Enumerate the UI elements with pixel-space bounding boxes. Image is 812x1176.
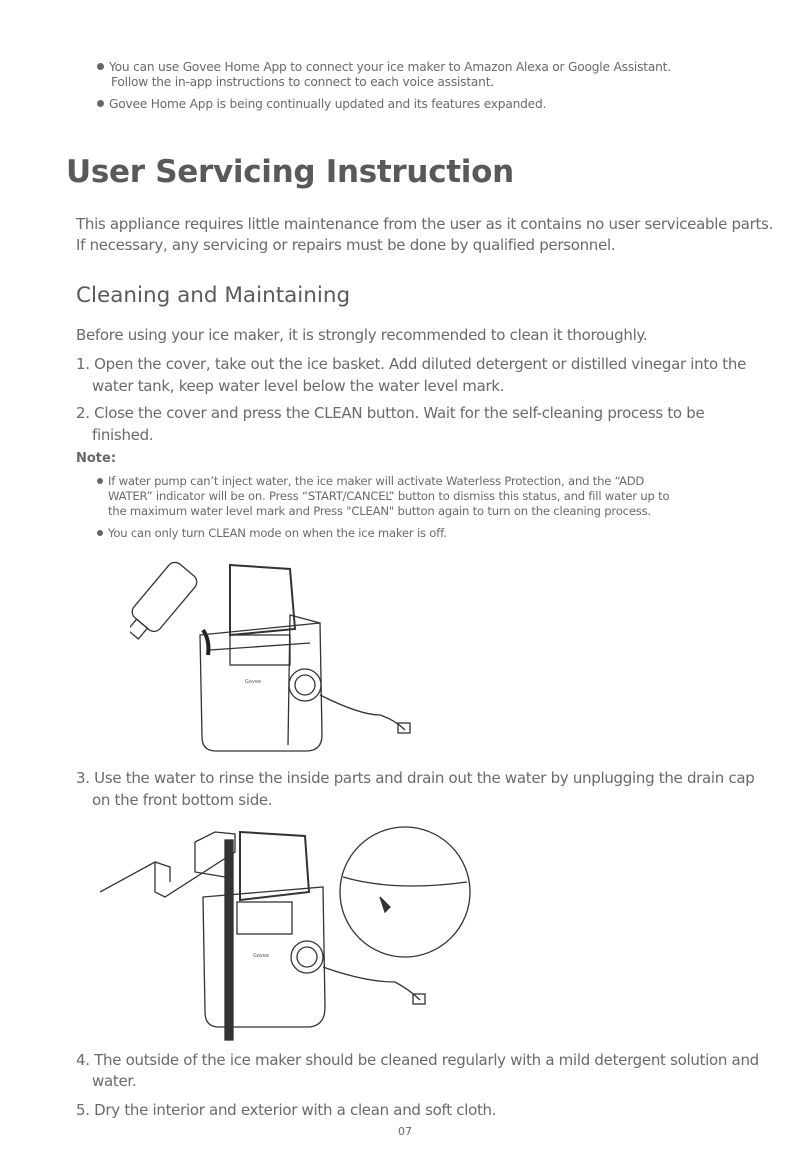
bullet-text: Govee Home App is being continually updated and its features expanded. (109, 97, 547, 111)
intro-text: If necessary, any servicing or repairs must be done by qualified personnel. (76, 236, 616, 254)
step-3-cont: on the front bottom side. (92, 791, 273, 809)
note-text: WATER” indicator will be on. Press “START/CANCEL” button to dismiss this status, and fill water up to (108, 489, 670, 503)
bullet-item (97, 60, 671, 75)
bullet-dot-icon (97, 100, 104, 107)
bullet-text: Follow the in-app instructions to connect to each voice assistant. (111, 75, 494, 89)
note-text: the maximum water level mark and Press "CLEAN" button again to turn on the cleaning process. (108, 504, 651, 518)
lead-text: Before using your ice maker, it is strongly recommended to clean it thoroughly. (76, 326, 648, 344)
page-number: 07 (398, 1125, 412, 1138)
note-item (97, 474, 644, 490)
step-1: 1. Open the cover, take out the ice basket. Add diluted detergent or distilled vinegar into the (76, 355, 747, 373)
step-4: 4. The outside of the ice maker should be cleaned regularly with a mild detergent solution and (76, 1051, 759, 1069)
bullet-text: You can use Govee Home App to connect your ice maker to Amazon Alexa or Google Assistant. (109, 60, 671, 74)
step-4-cont: water. (92, 1072, 137, 1090)
section-title: Cleaning and Maintaining (76, 283, 351, 308)
device-logo: Govee (253, 953, 270, 959)
step-2: 2. Close the cover and press the CLEAN button. Wait for the self-cleaning process to be (76, 404, 705, 422)
step-3: 3. Use the water to rinse the inside parts and drain out the water by unplugging the drain cap (76, 769, 755, 787)
ice-maker-draining-illustration (95, 822, 545, 1047)
bullet-dot-icon (97, 530, 103, 536)
step-5: 5. Dry the interior and exterior with a clean and soft cloth. (76, 1101, 497, 1119)
bullet-item (97, 97, 546, 112)
step-2-cont: finished. (92, 426, 154, 444)
note-text: If water pump can’t inject water, the ice maker will activate Waterless Protection, and the “ADD (108, 474, 645, 488)
intro-text: This appliance requires little maintenance from the user as it contains no user serviceable parts. (76, 215, 774, 233)
note-item (97, 526, 447, 542)
bullet-dot-icon (97, 478, 103, 484)
ice-maker-filling-illustration (130, 555, 430, 765)
bullet-dot-icon (97, 63, 104, 70)
note-text: You can only turn CLEAN mode on when the ice maker is off. (108, 526, 447, 540)
device-logo: Govee (245, 679, 262, 685)
note-heading: Note: (76, 451, 117, 466)
step-1-cont: water tank, keep water level below the water level mark. (92, 377, 505, 395)
page-title: User Servicing Instruction (66, 154, 514, 190)
